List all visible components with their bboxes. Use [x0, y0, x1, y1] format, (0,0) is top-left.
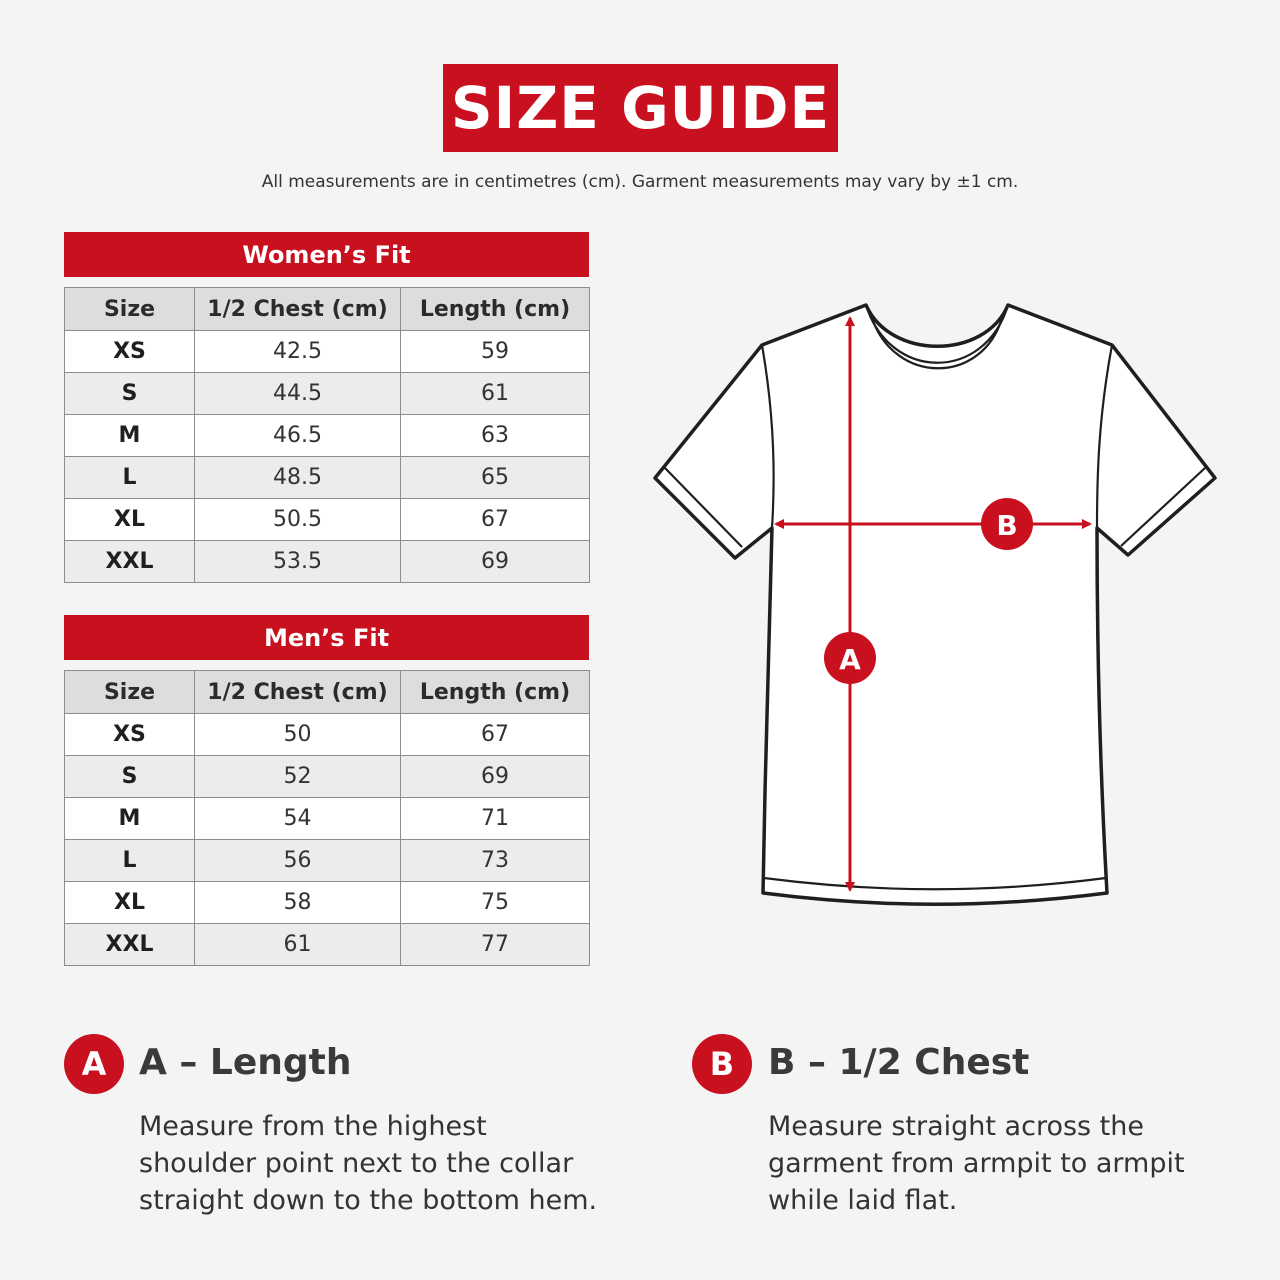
legend-b-badge: B: [692, 1034, 752, 1094]
chest-cell: 42.5: [195, 331, 401, 373]
size-cell: M: [65, 415, 195, 457]
marker-b-label: B: [996, 509, 1018, 542]
length-cell: 63: [401, 415, 590, 457]
chest-cell: 58: [195, 882, 401, 924]
mens-table-title: Men’s Fit: [64, 615, 589, 660]
table-header-row: [65, 671, 590, 714]
table-header-row: [65, 288, 590, 331]
chest-cell: 48.5: [195, 457, 401, 499]
table-row: [65, 714, 590, 756]
size-cell: S: [65, 373, 195, 415]
table-row: [65, 924, 590, 966]
table-row: [65, 415, 590, 457]
womens-table: [64, 287, 590, 583]
table-row: [65, 798, 590, 840]
table-row: [65, 457, 590, 499]
length-cell: 61: [401, 373, 590, 415]
womens-size-table: [64, 232, 589, 583]
marker-b: [981, 498, 1033, 550]
legend-a-heading: A – Length: [139, 1042, 352, 1083]
header-half-chest: 1/2 Chest (cm): [195, 288, 401, 331]
chest-cell: 54: [195, 798, 401, 840]
table-row: [65, 756, 590, 798]
size-cell: XS: [65, 714, 195, 756]
length-cell: 69: [401, 756, 590, 798]
size-cell: L: [65, 840, 195, 882]
header-half-chest: 1/2 Chest (cm): [195, 671, 401, 714]
length-cell: 59: [401, 331, 590, 373]
legend-a-text: Measure from the highest shoulder point next to the collar straight down to the bottom hem.: [139, 1111, 598, 1216]
marker-a: [824, 632, 876, 684]
legend-b-text: Measure straight across the garment from armpit to armpit while laid flat.: [768, 1111, 1185, 1216]
chest-cell: 61: [195, 924, 401, 966]
chest-cell: 46.5: [195, 415, 401, 457]
page-title: SIZE GUIDE: [450, 74, 831, 142]
marker-a-label: A: [839, 643, 861, 676]
size-cell: M: [65, 798, 195, 840]
size-cell: XS: [65, 331, 195, 373]
size-cell: L: [65, 457, 195, 499]
table-row: [65, 541, 590, 583]
tshirt-body: [655, 305, 1215, 904]
length-cell: 75: [401, 882, 590, 924]
size-cell: XXL: [65, 541, 195, 583]
chest-cell: 52: [195, 756, 401, 798]
mens-size-table: [64, 615, 589, 966]
length-cell: 77: [401, 924, 590, 966]
chest-cell: 56: [195, 840, 401, 882]
size-cell: S: [65, 756, 195, 798]
womens-table-title: Women’s Fit: [64, 232, 589, 277]
size-cell: XXL: [65, 924, 195, 966]
chest-cell: 44.5: [195, 373, 401, 415]
length-cell: 73: [401, 840, 590, 882]
legend-b-heading: B – 1/2 Chest: [768, 1042, 1030, 1083]
length-cell: 67: [401, 714, 590, 756]
chest-cell: 50.5: [195, 499, 401, 541]
table-row: [65, 373, 590, 415]
tshirt-outline-icon: [640, 290, 1230, 920]
length-cell: 65: [401, 457, 590, 499]
table-row: [65, 840, 590, 882]
legend-a-badge: A: [64, 1034, 124, 1094]
chest-cell: 53.5: [195, 541, 401, 583]
header-size: Size: [65, 288, 195, 331]
chest-cell: 50: [195, 714, 401, 756]
size-cell: XL: [65, 499, 195, 541]
length-cell: 71: [401, 798, 590, 840]
size-cell: XL: [65, 882, 195, 924]
header-length: Length (cm): [401, 288, 590, 331]
table-row: [65, 882, 590, 924]
length-cell: 69: [401, 541, 590, 583]
header-size: Size: [65, 671, 195, 714]
table-row: [65, 331, 590, 373]
mens-table: [64, 670, 590, 966]
subtitle: All measurements are in centimetres (cm). Garment measurements may vary by ±1 cm.: [261, 172, 1019, 192]
header-length: Length (cm): [401, 671, 590, 714]
table-row: [65, 499, 590, 541]
length-cell: 67: [401, 499, 590, 541]
title-banner: [443, 64, 838, 152]
